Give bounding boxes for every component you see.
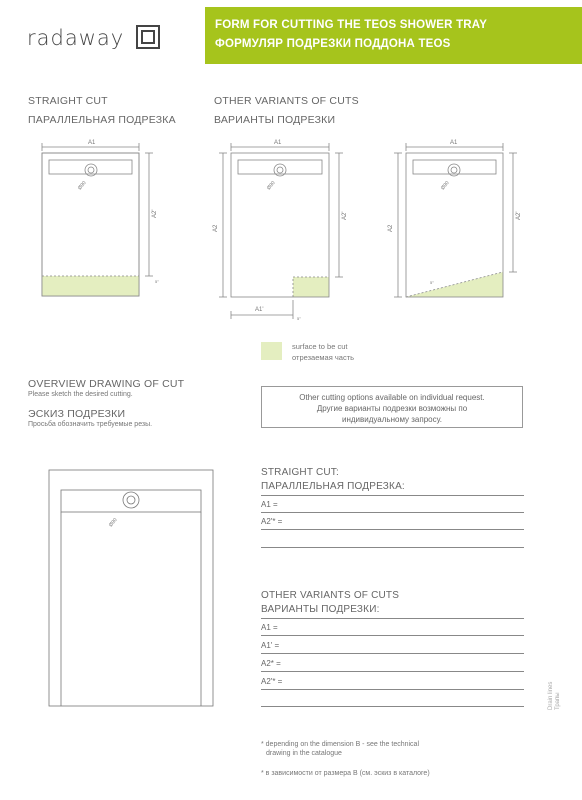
field-a1-input-line[interactable]	[261, 635, 524, 636]
header-title-ru: ФОРМУЛЯР ПОДРЕЗКИ ПОДДОНА TEOS	[215, 38, 451, 50]
dim-a1-label: A1	[450, 140, 458, 146]
other-variants-title-en: OTHER VARIANTS OF CUTS	[214, 95, 359, 107]
dim-a2p-label: A2'	[342, 211, 348, 220]
field-label-a2: A2* =	[261, 659, 281, 668]
brand-logo-text: radaway	[27, 26, 125, 50]
overview-subtitle-ru: Просьба обозначить требуемые резы.	[28, 421, 153, 428]
angle-label: 5°	[430, 280, 434, 285]
form-straight-title-en: STRAIGHT CUT:	[261, 467, 339, 478]
form-other-title-en: OTHER VARIANTS OF CUTS	[261, 590, 400, 601]
drain-diameter-label: Ø90	[107, 517, 119, 529]
dim-a2p-label: A2'	[516, 211, 522, 220]
dim-a1-label: A1	[88, 140, 96, 146]
straight-cut-title-ru: ПАРАЛЛЕЛЬНАЯ ПОДРЕЗКА	[28, 114, 176, 126]
drain-diameter-label: Ø90	[265, 180, 277, 192]
field-a1p-input-line[interactable]	[261, 653, 524, 654]
side-label-ru: Трапы	[555, 692, 561, 710]
field-a2p-input-line[interactable]	[261, 689, 524, 690]
dim-a2p-label: A2'	[152, 209, 158, 218]
dim-a2-label: A2	[213, 224, 219, 232]
dim-a1p-label: A1'	[255, 307, 264, 313]
overview-subtitle-en: Please sketch the desired cutting.	[28, 391, 133, 398]
angle-label: 5°	[155, 279, 159, 284]
overview-title-en: OVERVIEW DRAWING OF CUT	[28, 378, 185, 390]
note-line-3: индивидуальному запросу.	[341, 415, 443, 424]
other-variants-title-ru: ВАРИАНТЫ ПОДРЕЗКИ	[214, 114, 336, 126]
form-straight-title-ru: ПАРАЛЛЕЛЬНАЯ ПОДРЕЗКА:	[261, 481, 405, 492]
field-label-a1: A1 =	[261, 623, 278, 632]
field-a1-input-line[interactable]	[261, 512, 524, 513]
drain-diameter-label: Ø90	[439, 180, 451, 192]
straight-cut-title-en: STRAIGHT CUT	[28, 95, 108, 107]
header-title-en: FORM FOR CUTTING THE TEOS SHOWER TRAY	[215, 19, 488, 31]
note-line-2: Другие варианты подрезки возможны по	[316, 404, 468, 413]
legend-text-ru: отрезаемая часть	[292, 353, 355, 362]
field-a2p-input-line[interactable]	[261, 529, 524, 530]
angle-label: 5°	[297, 316, 301, 321]
field-label-a1: A1 =	[261, 500, 278, 509]
footnote-1: * depending on the dimension B - see the technical	[261, 741, 419, 748]
drain-diameter-label: Ø90	[76, 180, 88, 192]
field-extra-line[interactable]	[261, 547, 524, 548]
footnote-3: * в зависимости от размера B (см. эскиз в каталоге)	[261, 770, 430, 777]
dim-a2-label: A2	[388, 224, 394, 232]
divider	[261, 495, 524, 496]
dim-a1-label: A1	[274, 140, 282, 146]
field-a2-input-line[interactable]	[261, 671, 524, 672]
form-other-title-ru: ВАРИАНТЫ ПОДРЕЗКИ:	[261, 604, 380, 615]
field-label-a2p: A2'* =	[261, 677, 283, 686]
field-label-a2p: A2'* =	[261, 517, 283, 526]
overview-title-ru: ЭСКИЗ ПОДРЕЗКИ	[28, 408, 126, 420]
field-extra-line[interactable]	[261, 706, 524, 707]
note-line-1: Other cutting options available on individual request.	[299, 393, 485, 402]
field-label-a1p: A1' =	[261, 641, 280, 650]
side-label-en: Drain lines	[548, 681, 554, 710]
divider	[261, 618, 524, 619]
footnote-2: drawing in the catalogue	[266, 750, 342, 757]
legend-text-en: surface to be cut	[292, 342, 348, 351]
